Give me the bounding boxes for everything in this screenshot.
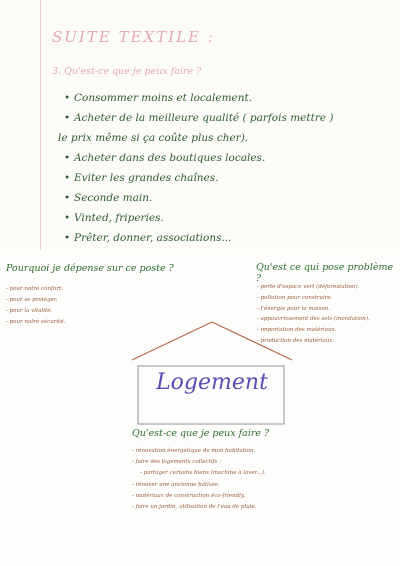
list-item: - perte d'espace vert (déforestation).: [257, 284, 360, 290]
list-item: - pour notre sécurité.: [6, 319, 66, 325]
bullet-icon: •: [64, 92, 71, 104]
list-item: - appauvrissement des sols (inondation).: [257, 316, 370, 323]
list-item: - pour la vitalité.: [6, 308, 53, 314]
list-item: - pour notre confort.: [6, 286, 63, 292]
list-item: - l'énergie pour la maison.: [257, 305, 331, 312]
bullet-icon: •: [64, 152, 71, 164]
list-item: • Consommer moins et localement.: [64, 88, 364, 108]
page-title: SUITE TEXTILE :: [52, 28, 215, 46]
list-item: - rénovation énergétique de mon habitation.: [132, 448, 256, 454]
list-item: - faire un jardin, utilisation de l'eau de pluie.: [132, 504, 257, 511]
list-item: - rénover une ancienne bâtisse.: [132, 481, 220, 488]
bullet-icon: •: [64, 172, 71, 184]
list-item: - faire des logements collectifs :: [132, 459, 221, 466]
list-item: • Prêter, donner, associations...: [64, 228, 364, 248]
why-spend-answers: [6, 284, 65, 328]
list-item: - pour se protéger.: [6, 297, 58, 303]
why-spend-question: Pourquoi je dépense sur ce poste ?: [6, 263, 174, 274]
actions-list: [58, 88, 364, 248]
house-label: Logement: [156, 370, 268, 395]
section-heading: 3. Qu'est-ce que je peux faire ?: [52, 66, 202, 77]
list-item: - pollution pour construire.: [257, 294, 333, 301]
bullet-icon: •: [64, 232, 71, 244]
house-roof: [132, 322, 292, 360]
list-item: • Acheter de la meilleure qualité ( parfois mettre ): [64, 108, 364, 128]
what-can-i-do-answers: [132, 446, 266, 513]
list-item: - production des matériaux.: [257, 337, 335, 344]
problem-question: Qu'est ce qui pose problème ?: [256, 262, 394, 284]
list-item-continuation: le prix même si ça coûte plus cher).: [58, 132, 249, 144]
bullet-icon: •: [64, 112, 71, 124]
list-item: • Eviter les grandes chaînes.: [64, 168, 364, 188]
list-item: • Vinted, friperies.: [64, 208, 364, 228]
list-item: - importation des matériaux.: [257, 327, 337, 334]
margin-line: [40, 0, 41, 250]
list-item: - matériaux de construction éco-friendly.: [132, 492, 246, 499]
list-item: • Acheter dans des boutiques locales.: [64, 148, 364, 168]
list-item: • Seconde main.: [64, 188, 364, 208]
bullet-icon: •: [64, 192, 71, 204]
list-item: - partager certains biens (machine à laver...).: [140, 470, 266, 477]
what-can-i-do-question: Qu'est-ce que je peux faire ?: [132, 428, 270, 439]
bullet-icon: •: [64, 212, 71, 224]
